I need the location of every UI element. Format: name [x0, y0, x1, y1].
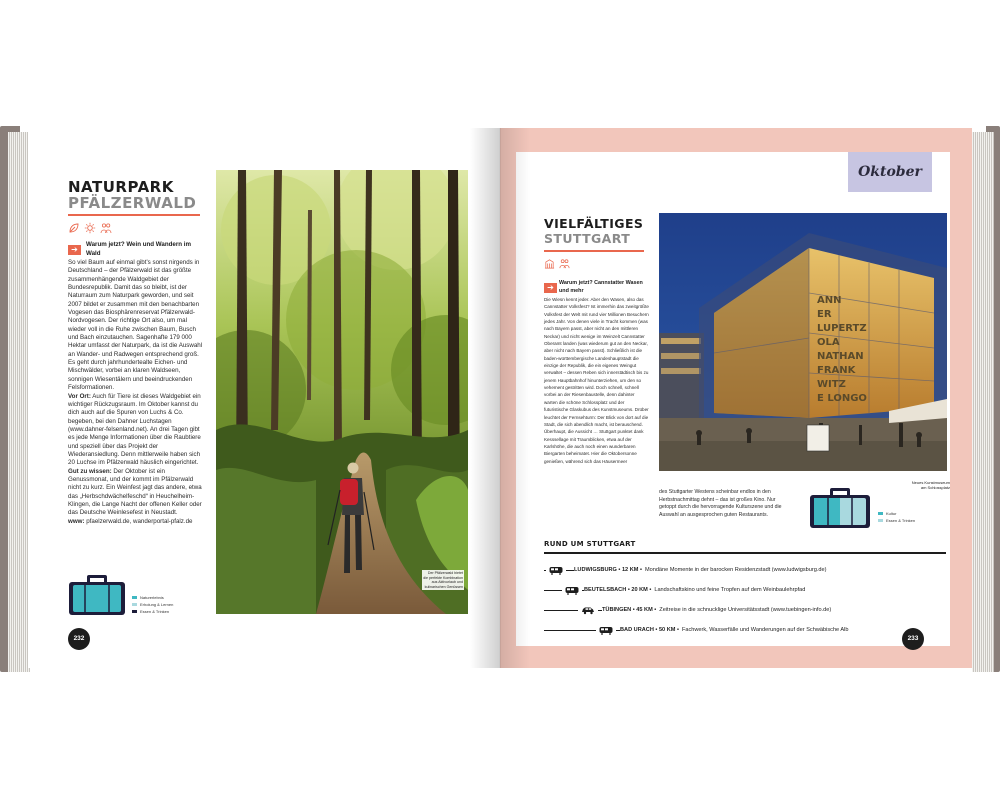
trip-description: Zeitreise in die schnucklige Universitätsstadt (www.tuebingen-info.de) — [659, 607, 832, 613]
article-body: Die Wiesn kennt jeder. Aber den Wasen, also das Cannstatter Volksfest? Ist immerhin das zweitgrößte Volksfest der Welt mit rund vier Millionen Besuchern jedes Jahr. Von denen viele in Tracht kommen (was nach Bayern passt, aber nicht an den mittleren Neckar) und nicht wenige im Weinzelt Cannstatter Oberamt landen (was wiederum gut an den Neckar, aber nicht nach Bayern passt). Schließlich ist die baden-württembergische Landeshauptstadt die einzige der Republik, die ein eigenes Weingut verwaltet – dessen Reben sich innerstädtisch bis zu jenem Hauptbahnhof hinunterziehen, um den so vehement gestritten wird. Doch schnell, schnell vorbei an der Riesenbaustelle, denn dahinter warten die schöne Schlossplatz und der futuristische Glaskubus des Kunstmuseums. Drüber leuchtet der Fernsehturm: Der Blick von dort auf die Stadt, die sich abendlich macht, ist berauschend. Überhaupt, die Aussicht … Stuttgart punktet dank Kesssellage mit Traumblicken, etwa auf der Karlshöhe, die auch noch einen wunderbaren Biergarten beheimatet. Hier die Oktobersonne genießen, während sich das Häusermeer — [544, 297, 649, 464]
train-icon — [599, 626, 613, 635]
arrow-right-icon: ➔ — [544, 283, 557, 293]
trip-description: Fachwerk, Wasserfälle und Wanderungen auf der Schwäbische Alb — [681, 627, 849, 633]
lead-heading: Warum jetzt? Cannstatter Wasen und mehr — [559, 280, 643, 294]
sun-icon — [84, 222, 96, 234]
month-tab: Oktober — [848, 152, 932, 192]
people-icon — [559, 258, 570, 269]
page-left — [28, 128, 498, 668]
page-title-line2: PFÄLZERWALD — [68, 194, 197, 212]
page-edges-left — [8, 132, 30, 672]
content-panel — [516, 152, 950, 646]
svg-text:WITZ: WITZ — [817, 379, 846, 390]
page-edges-right — [972, 132, 994, 672]
svg-text:ANN: ANN — [817, 295, 842, 306]
section-rule — [544, 552, 946, 554]
body-paragraph: www: pfaelzerwald.de, wanderportal-pfalz.de — [68, 517, 193, 525]
svg-text:FRANK: FRANK — [817, 365, 856, 376]
trip-row — [544, 604, 831, 616]
page-title-line1: VIELFÄLTIGES — [544, 216, 644, 231]
trip-destination: BEUTELSBACH • 20 KM • — [584, 587, 652, 593]
legend-item: Kultur — [878, 510, 915, 517]
building-icon — [544, 258, 555, 269]
trip-row — [544, 584, 805, 596]
leaf-icon — [68, 222, 80, 234]
legend-item: Essen & Trinken — [132, 608, 173, 615]
title-rule — [544, 250, 644, 252]
forest-hiker-photo — [216, 170, 468, 614]
trip-row — [544, 624, 849, 636]
people-icon — [100, 222, 112, 234]
legend — [878, 510, 915, 524]
body-paragraph: Vor Ort: Auch für Tiere ist dieses Waldgebiet ein wichtiger Rückzugsraum. Im Oktober kannst du dich auch auf die Spuren von Luchs & Co. begeben, bei den Dahner Luchstagen (www.dahner-felsenland.net). An drei Tagen gibt es jede Menge Informationen über die Raubtiere und speziell über das Projekt der Wiederansiedlung. Denn mittlerweile haben sich 20 Luchse im Pfälzerwald häuslich eingerichtet. — [68, 392, 201, 467]
car-icon — [581, 606, 595, 615]
legend-item: Essen & Trinken — [878, 517, 915, 524]
svg-text:OLA: OLA — [817, 337, 840, 348]
section-title: RUND UM STUTTGART — [544, 540, 636, 548]
title-rule — [68, 214, 200, 216]
suitcase-icon — [809, 485, 871, 529]
train-icon — [565, 586, 579, 595]
kunstmuseum-photo — [659, 213, 947, 471]
page-number: 233 — [902, 628, 924, 650]
legend — [132, 594, 173, 615]
svg-text:NATHAN: NATHAN — [817, 351, 864, 362]
train-icon — [549, 566, 563, 575]
article-body — [68, 259, 206, 526]
trip-description: Mondäne Momente in der barocken Residenzstadt (www.ludwigsburg.de) — [644, 567, 827, 573]
lead-heading: Warum jetzt? Wein und Wandern im Wald — [86, 241, 191, 257]
svg-text:ER: ER — [817, 309, 832, 320]
trip-destination: BAD URACH • 50 KM • — [620, 627, 679, 633]
body-paragraph: So viel Baum auf einmal gibt’s sonst nirgends in Deutschland – der Pfälzerwald ist das größte zusammenhängende Waldgebiet der Bundesrepublik. Damit das so bleibt, ist der Naturraum zum Naturpark geworden, und seit 2007 bildet er zusammen mit den benachbarten Vogesen das Biosphärenreservat Pfälzerwald-Nordvogesen. Der richtige Ort also, um mal wieder voll in die Ruhe zwischen Baum, Busch und Bach einzutauchen. Sagenhafte 179 000 Hektar umfasst der Naturpark, da ist die Auswahl an Wander- und Radwegen entsprechend groß. Es geht durch jahrhundertealte Eichen- und Mischwälder, vorbei an klaren Waldseen, sonnigen Wiesentälern und beeindruckenden Felsformationen. — [68, 259, 203, 392]
photo-caption: Der Pfälzerwald bietet die perfekte Kombination aus Aktivurlaub und kulinarischen Genüssen — [423, 571, 463, 589]
page-right — [500, 128, 972, 668]
category-icons — [544, 258, 570, 269]
page-title-line2: STUTTGART — [544, 231, 631, 246]
category-icons — [68, 222, 112, 234]
trip-row — [544, 564, 827, 576]
svg-text:E LONGO: E LONGO — [817, 393, 867, 404]
legend-item: Naturerlebnis — [132, 594, 173, 601]
photo-caption: Neues Kunstmuseum am Schlossplatz — [911, 480, 950, 490]
legend-item: Erholung & Lernen — [132, 601, 173, 608]
open-book — [0, 126, 1000, 674]
page-number: 232 — [68, 628, 90, 650]
trip-description: Landschaftskino und feine Tropfen auf dem Weinbaulehrpfad — [654, 587, 806, 593]
suitcase-icon — [68, 572, 126, 616]
page-title-line1: NATURPARK — [68, 178, 174, 196]
svg-text:LUPERTZ: LUPERTZ — [817, 323, 867, 334]
article-body-continued: des Stuttgarter Westens scheinbar endlos in den Herbstnachmittag dehnt – das ist großes Kino. Nur getoppt durch die hervorragende Kulturszene und die Auswahl an ausgesprochen guten Restaurants. — [659, 489, 782, 518]
arrow-right-icon: ➔ — [68, 245, 81, 255]
trip-destination: LUDWIGSBURG • 12 KM • — [574, 567, 642, 573]
body-paragraph: Gut zu wissen: Der Oktober ist ein Genussmonat, und der kommt im Pfälzerwald nicht zu kurz. Ein Weinfest jagt das andere, etwa das „Herbschdwächelfeschd“ in Heuchelheim-Klingen, die Lange Nacht der offenen Keller oder das Deutsche Weinlesefest in Neustadt. — [68, 467, 202, 517]
trip-destination: TÜBINGEN • 45 KM • — [602, 607, 657, 613]
